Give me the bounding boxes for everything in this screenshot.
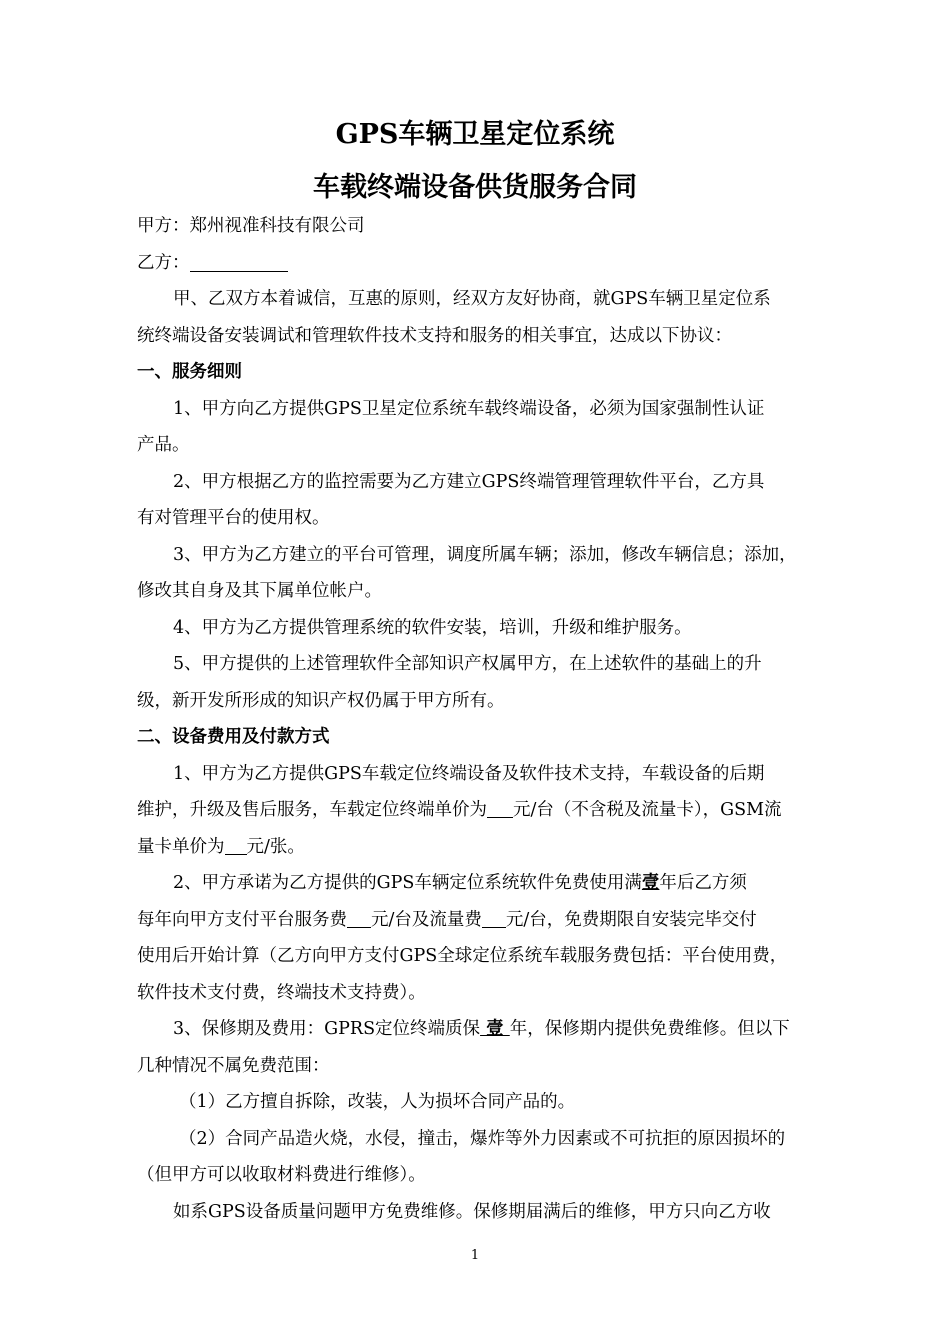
s2-item-3-line-2: 几种情况不属免费范围： (137, 1055, 330, 1076)
s1-item-3-line-2: 修改其自身及其下属单位帐户。 (137, 581, 382, 601)
section-2-heading: 二、设备费用及付款方式 (137, 727, 330, 747)
s1-item-1-line-2: 产品。 (137, 435, 190, 455)
s2-item-1-line-2: 维护，升级及售后服务，车载定位终端单价为 元/台（不含税及流量卡），GSM流 (137, 792, 817, 829)
s1-item-5-line-2: 级，新开发所形成的知识产权仍属于甲方所有。 (137, 690, 505, 711)
s2-item-3-exclusion-2-cont: （但甲方可以收取材料费进行维修）。 (137, 1165, 426, 1185)
s2-item-1-line-1: 1、甲方为乙方提供GPS车载定位终端设备及软件技术支持，车载设备的后期 (173, 763, 765, 784)
s1-item-2-line-1: 2、甲方根据乙方的监控需要为乙方建立GPS终端管理管理软件平台，乙方具 (173, 471, 765, 492)
s2-item-3-exclusion-2: （2）合同产品造火烧，水侵，撞击，爆炸等外力因素或不可抗拒的原因损坏的 (179, 1128, 786, 1149)
s1-item-1-line-1: 1、甲方向乙方提供GPS卫星定位系统车载终端设备，必须为国家强制性认证 (173, 398, 765, 419)
s2-item-3-exclusion-1: （1）乙方擅自拆除，改装，人为损坏合同产品的。 (179, 1092, 576, 1112)
title-line-1: GPS车辆卫星定位系统 (335, 119, 615, 150)
s2-item-2-line-1: 2、甲方承诺为乙方提供的GPS车辆定位系统软件免费使用满壹年后乙方须 (173, 873, 747, 893)
s2-item-3-quality-note: 如系GPS设备质量问题甲方免费维修。保修期届满后的维修，甲方只向乙方收 (173, 1201, 771, 1222)
section-1-heading: 一、服务细则 (137, 362, 242, 382)
party-b: 乙方： (137, 245, 817, 282)
data-fee-blank (482, 907, 506, 928)
s2-item-2-line-4: 软件技术支付费，终端技术支持费）。 (137, 982, 426, 1003)
s1-item-5-line-1: 5、甲方提供的上述管理软件全部知识产权属甲方，在上述软件的基础上的升 (173, 654, 762, 674)
intro-line-1: 甲、乙双方本着诚信，互惠的原则，经双方友好协商，就GPS车辆卫星定位系 (173, 289, 771, 309)
party-a: 甲方：郑州视准科技有限公司 (137, 216, 365, 236)
free-years-fill: 壹 (641, 873, 660, 893)
page-number: 1 (470, 1248, 480, 1263)
terminal-price-blank (487, 797, 513, 818)
title-line-2: 车载终端设备供货服务合同 (313, 172, 637, 203)
party-b-blank (190, 250, 288, 272)
s2-item-1-line-3: 量卡单价为 元/张。 (137, 829, 817, 866)
s2-item-2-line-3: 使用后开始计算（乙方向甲方支付GPS全球定位系统车载服务费包括：平台使用费， (137, 946, 788, 966)
platform-fee-blank (347, 907, 371, 928)
s1-item-2-line-2: 有对管理平台的使用权。 (137, 508, 330, 528)
s2-item-2-line-2: 每年向甲方支付平台服务费 元/台及流量费 元/台，免费期限自安装完毕交付 (137, 902, 817, 939)
sim-price-blank (225, 834, 247, 855)
s1-item-4: 4、甲方为乙方提供管理系统的软件安装，培训，升级和维护服务。 (173, 617, 692, 638)
contract-body (137, 208, 817, 1230)
intro-line-2: 统终端设备安装调试和管理软件技术支持和服务的相关事宜，达成以下协议： (137, 325, 732, 346)
s2-item-3-line-1: 3、保修期及费用：GPRS定位终端质保 壹 年，保修期内提供免费维修。但以下 (173, 1019, 790, 1039)
warranty-years-fill: 壹 (480, 1019, 510, 1039)
s1-item-3-line-1: 3、甲方为乙方建立的平台可管理，调度所属车辆；添加，修改车辆信息；添加， (173, 544, 797, 565)
